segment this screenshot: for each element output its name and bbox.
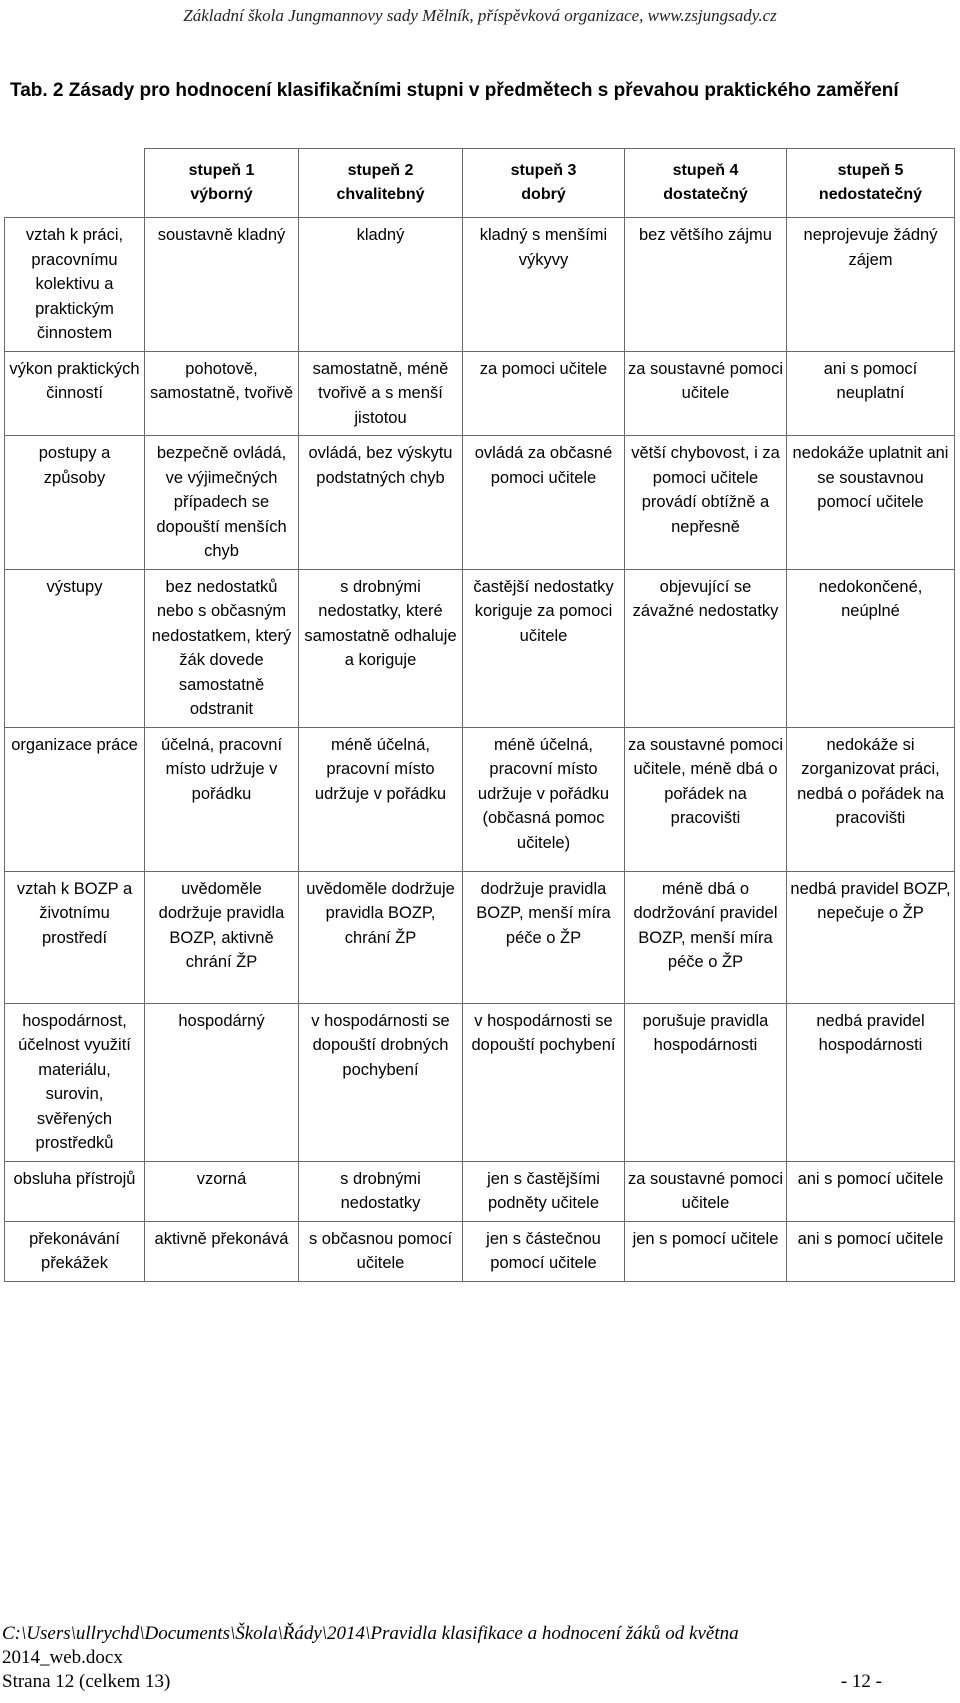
table-cell: neprojevuje žádný zájem (787, 218, 955, 352)
footer-page-number: - 12 - (840, 1671, 882, 1692)
column-grade: stupeň 1 (188, 162, 255, 179)
table-cell: méně dbá o dodržování pravidel BOZP, menší míra péče o ŽP (625, 871, 787, 1003)
table-cell: jen s pomocí učitele (625, 1221, 787, 1281)
column-grade-name: dobrý (521, 186, 566, 203)
table-header-row (5, 149, 955, 218)
table-cell: bez většího zájmu (625, 218, 787, 352)
row-label: vztah k práci, pracovnímu kolektivu a praktickým činnostem (5, 218, 145, 352)
table-cell: účelná, pracovní místo udržuje v pořádku (145, 727, 299, 871)
footer-file-name: 2014_web.docx (2, 1647, 123, 1668)
table-cell: ani s pomocí učitele (787, 1161, 955, 1221)
table-cell: pohotově, samostatně, tvořivě (145, 351, 299, 436)
table-row (5, 871, 955, 1003)
table-cell: větší chybovost, i za pomoci učitele provádí obtížně a nepřesně (625, 436, 787, 570)
table-cell: s drobnými nedostatky, které samostatně odhaluje a koriguje (299, 569, 463, 727)
row-label: organizace práce (5, 727, 145, 871)
column-grade: stupeň 3 (510, 162, 577, 179)
grading-table (4, 148, 955, 1282)
table-cell: častější nedostatky koriguje za pomoci učitele (463, 569, 625, 727)
table-cell: hospodárný (145, 1003, 299, 1161)
table-cell: bez nedostatků nebo s občasným nedostatkem, který žák dovede samostatně odstranit (145, 569, 299, 727)
column-grade-name: nedostatečný (818, 186, 923, 203)
column-header (463, 149, 625, 218)
column-grade-name: výborný (190, 186, 253, 203)
column-grade: stupeň 2 (347, 162, 414, 179)
row-label: obsluha přístrojů (5, 1161, 145, 1221)
table-row (5, 569, 955, 727)
footer-file-path: C:\Users\ullrychd\Documents\Škola\Řády\2014\Pravidla klasifikace a hodnocení žáků od května (2, 1623, 739, 1644)
table-cell: bezpečně ovládá, ve výjimečných případech se dopouští menších chyb (145, 436, 299, 570)
row-label: výstupy (5, 569, 145, 727)
table-cell: vzorná (145, 1161, 299, 1221)
table-cell: nedbá pravidel BOZP, nepečuje o ŽP (787, 871, 955, 1003)
table-row (5, 1003, 955, 1161)
column-grade-name: dostatečný (663, 186, 748, 203)
row-label: překonávání překážek (5, 1221, 145, 1281)
column-grade-name: chvalitebný (336, 186, 425, 203)
table-cell: s drobnými nedostatky (299, 1161, 463, 1221)
column-header (787, 149, 955, 218)
row-label: výkon praktických činností (5, 351, 145, 436)
table-cell: nedbá pravidel hospodárnosti (787, 1003, 955, 1161)
column-header (299, 149, 463, 218)
table-cell: za pomoci učitele (463, 351, 625, 436)
table-cell: méně účelná, pracovní místo udržuje v pořádku (občasná pomoc učitele) (463, 727, 625, 871)
row-label: postupy a způsoby (5, 436, 145, 570)
table-cell: objevující se závažné nedostatky (625, 569, 787, 727)
page-header: Základní škola Jungmannovy sady Mělník, příspěvková organizace, www.zsjungsady.cz (183, 6, 777, 25)
page-footer (2, 1622, 952, 1694)
table-cell: samostatně, méně tvořivě a s menší jistotou (299, 351, 463, 436)
table-cell: kladný (299, 218, 463, 352)
table-cell: ovládá za občasné pomoci učitele (463, 436, 625, 570)
column-grade: stupeň 4 (672, 162, 739, 179)
table-cell: nedokáže uplatnit ani se soustavnou pomocí učitele (787, 436, 955, 570)
table-row (5, 1161, 955, 1221)
column-header (625, 149, 787, 218)
table-cell: za soustavné pomoci učitele, méně dbá o pořádek na pracovišti (625, 727, 787, 871)
header-corner (5, 149, 145, 218)
table-row (5, 1221, 955, 1281)
table-cell: nedokáže si zorganizovat práci, nedbá o pořádek na pracovišti (787, 727, 955, 871)
table-cell: kladný s menšími výkyvy (463, 218, 625, 352)
row-label: hospodárnost, účelnost využití materiálu, surovin, svěřených prostředků (5, 1003, 145, 1161)
column-header (145, 149, 299, 218)
table-cell: dodržuje pravidla BOZP, menší míra péče o ŽP (463, 871, 625, 1003)
table-cell: nedokončené, neúplné (787, 569, 955, 727)
column-grade: stupeň 5 (837, 162, 904, 179)
footer-page-line (2, 1670, 882, 1694)
table-cell: za soustavné pomoci učitele (625, 351, 787, 436)
table-cell: jen s částečnou pomocí učitele (463, 1221, 625, 1281)
row-label: vztah k BOZP a životnímu prostředí (5, 871, 145, 1003)
table-cell: soustavně kladný (145, 218, 299, 352)
table-row (5, 218, 955, 352)
table-row (5, 436, 955, 570)
table-caption: Tab. 2 Zásady pro hodnocení klasifikačními stupni v předmětech s převahou praktického zaměření (10, 80, 899, 101)
table-cell: uvědoměle dodržuje pravidla BOZP, chrání ŽP (299, 871, 463, 1003)
table-cell: jen s častějšími podněty učitele (463, 1161, 625, 1221)
table-cell: ani s pomocí učitele (787, 1221, 955, 1281)
table-cell: s občasnou pomocí učitele (299, 1221, 463, 1281)
table-cell: méně účelná, pracovní místo udržuje v pořádku (299, 727, 463, 871)
table-cell: v hospodárnosti se dopouští pochybení (463, 1003, 625, 1161)
table-cell: porušuje pravidla hospodárnosti (625, 1003, 787, 1161)
table-cell: za soustavné pomoci učitele (625, 1161, 787, 1221)
footer-page-info: Strana 12 (celkem 13) (2, 1671, 171, 1692)
table-row (5, 351, 955, 436)
table-cell: ovládá, bez výskytu podstatných chyb (299, 436, 463, 570)
table-cell: ani s pomocí neuplatní (787, 351, 955, 436)
table-row (5, 727, 955, 871)
table-cell: v hospodárnosti se dopouští drobných pochybení (299, 1003, 463, 1161)
table-cell: uvědoměle dodržuje pravidla BOZP, aktivně chrání ŽP (145, 871, 299, 1003)
table-cell: aktivně překonává (145, 1221, 299, 1281)
